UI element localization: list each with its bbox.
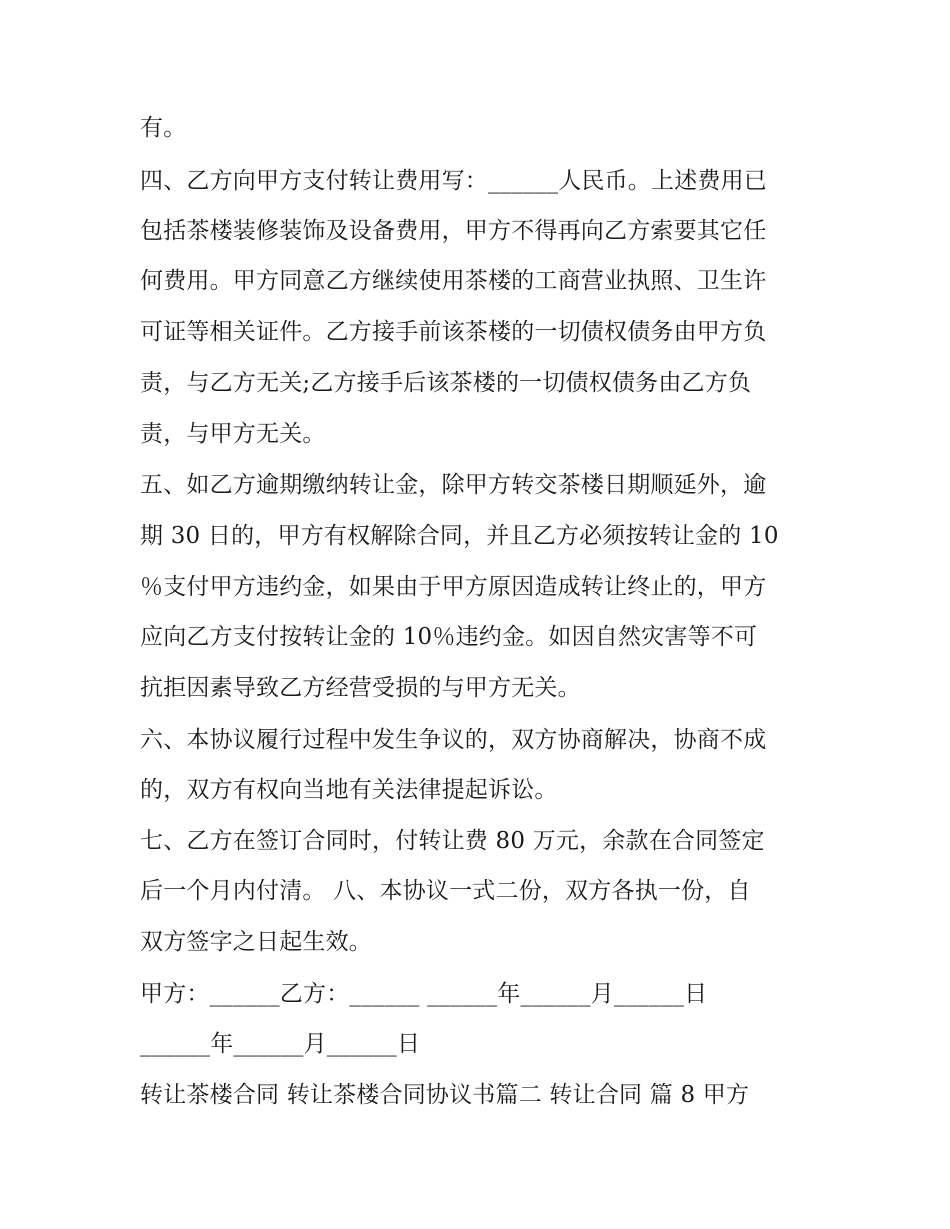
text-line: 双方签字之日起生效。 [140, 929, 372, 955]
text-line: 可证等相关证件。乙方接手前该茶楼的一切债权债务由甲方负 [140, 319, 767, 345]
text-line: 责，与甲方无关。 [140, 421, 326, 447]
text-line: 四、乙方向甲方支付转让费用写：______人民币。上述费用已 [140, 168, 767, 194]
text-line: 何费用。甲方同意乙方继续使用茶楼的工商营业执照、卫生许 [140, 268, 767, 294]
text-line: 应向乙方支付按转让金的 10％违约金。如因自然灾害等不可 [140, 624, 758, 650]
text-line: 转让茶楼合同 转让茶楼合同协议书篇二 转让合同 篇 8 甲方 [140, 1082, 750, 1108]
text-line: 七、乙方在签订合同时，付转让费 80 万元，余款在合同签定 [140, 828, 765, 854]
text-line: 后一个月内付清。 八、本协议一式二份，双方各执一份，自 [140, 878, 751, 904]
signature-line: 甲方：______乙方：______ ______年______月______日 [140, 981, 708, 1007]
text-line: 责，与乙方无关;乙方接手后该茶楼的一切债权债务由乙方负 [140, 370, 752, 396]
text-line: 包括茶楼装修装饰及设备费用，甲方不得再向乙方索要其它任 [140, 218, 767, 244]
date-line: ______年______月______日 [140, 1031, 421, 1057]
text-line: 的，双方有权向当地有关法律提起诉讼。 [140, 777, 558, 803]
text-line: 五、如乙方逾期缴纳转让金，除甲方转交茶楼日期顺延外，逾 [140, 472, 767, 498]
text-line: 抗拒因素导致乙方经营受损的与甲方无关。 [140, 675, 581, 701]
text-line: ％支付甲方违约金，如果由于甲方原因造成转让终止的，甲方 [140, 574, 767, 600]
text-line: 期 30 日的，甲方有权解除合同，并且乙方必须按转让金的 10 [140, 523, 779, 549]
text-line: 有。 [140, 115, 187, 141]
text-line: 六、本协议履行过程中发生争议的，双方协商解决，协商不成 [140, 727, 767, 753]
